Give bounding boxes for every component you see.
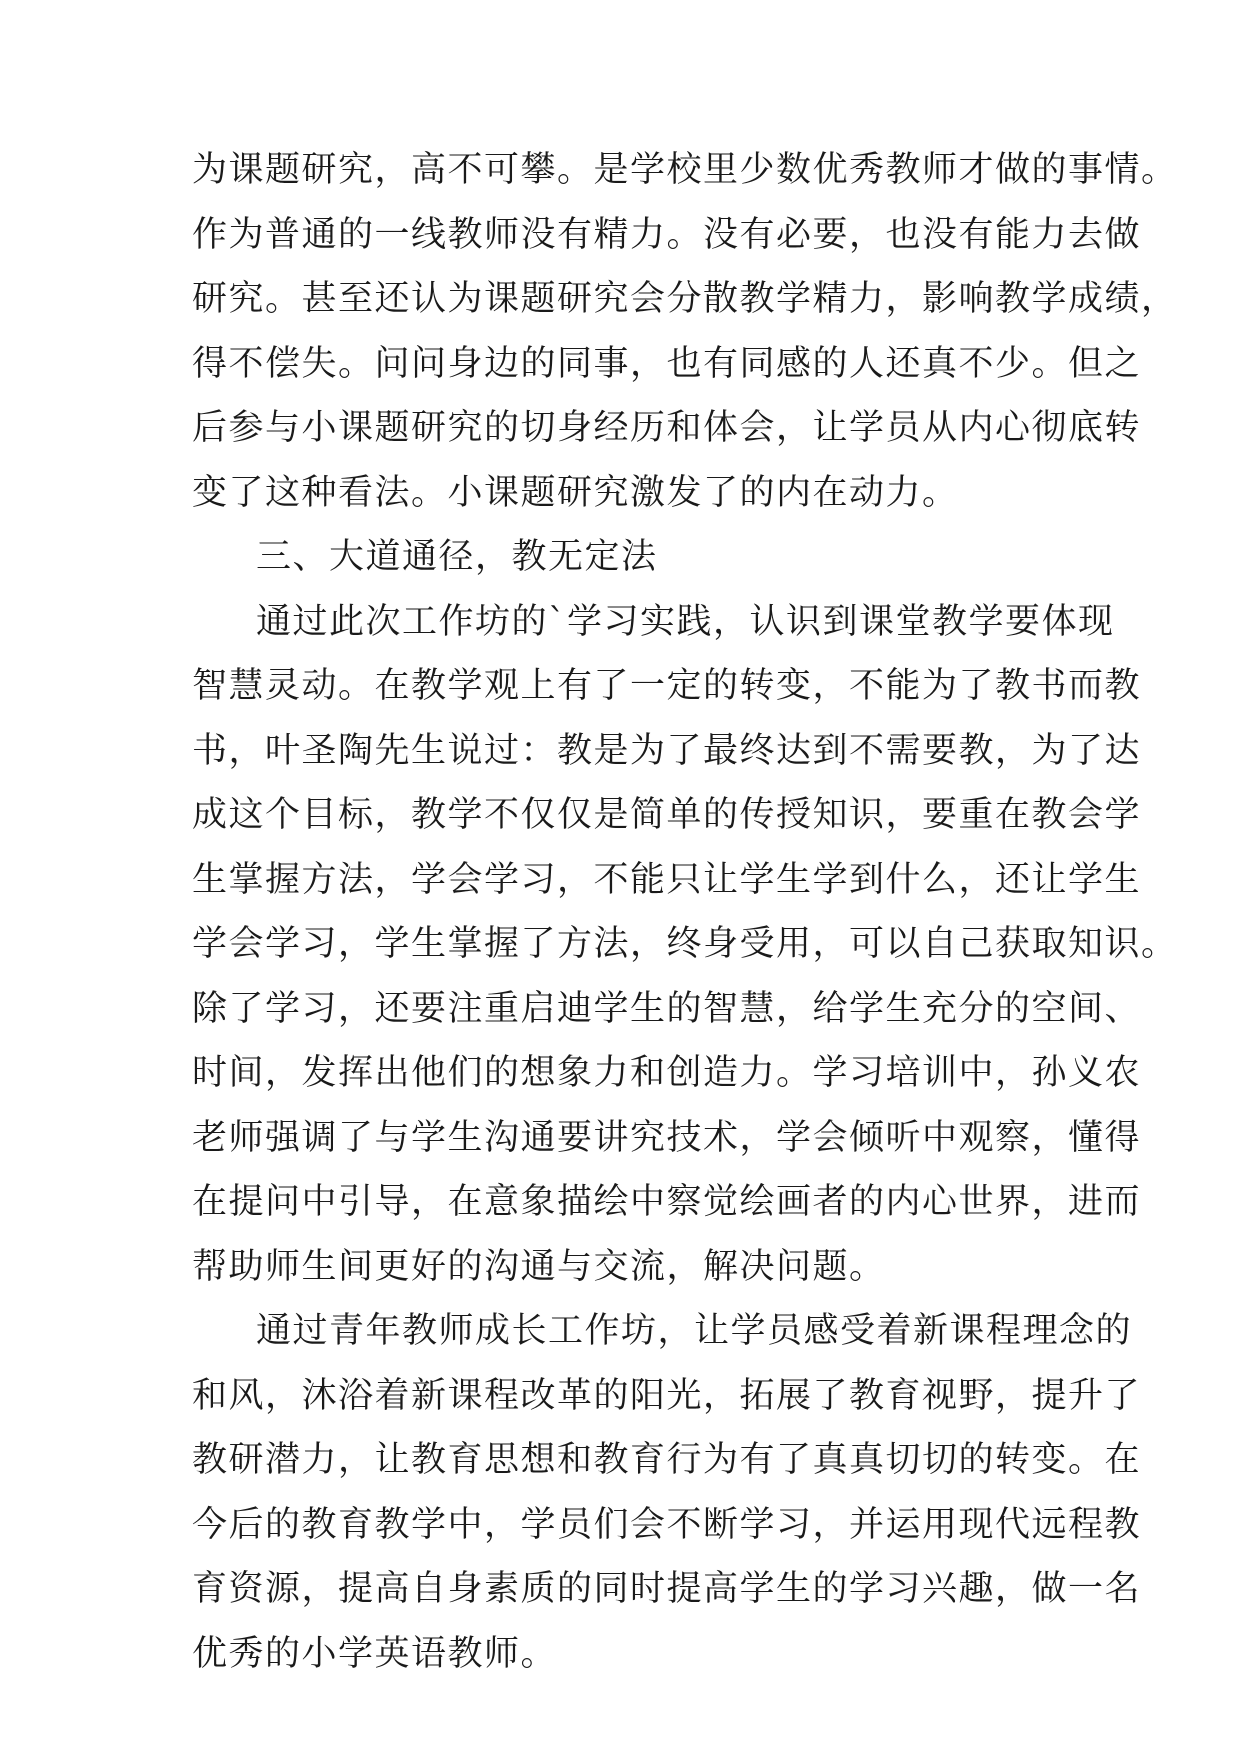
text-line: 得不偿失。问问身边的同事，也有同感的人还真不少。但之 — [192, 343, 1142, 384]
text-line: 生掌握方法，学会学习，不能只让学生学到什么，还让学生 — [192, 859, 1142, 900]
text-line: 在提问中引导，在意象描绘中察觉绘画者的内心世界，进而 — [192, 1182, 1142, 1222]
text-line: 书，叶圣陶先生说过：教是为了最终达到不需要教，为了达 — [192, 730, 1142, 771]
text-line: 研究。甚至还认为课题研究会分散教学精力，影响教学成绩， — [192, 279, 1178, 319]
text-line: 后参与小课题研究的切身经历和体会，让学员从内心彻底转 — [192, 408, 1142, 448]
section-heading: 三、大道通径，教无定法 — [256, 537, 658, 577]
text-line: 优秀的小学英语教师。 — [192, 1633, 558, 1674]
text-line: 成这个目标，教学不仅仅是简单的传授知识，要重在教会学 — [192, 795, 1142, 835]
text-line: 学会学习，学生掌握了方法，终身受用，可以自己获取知识。 — [192, 924, 1178, 964]
text-line: 帮助师生间更好的沟通与交流，解决问题。 — [192, 1246, 886, 1287]
text-line: 变了这种看法。小课题研究激发了的内在动力。 — [192, 472, 959, 513]
text-line: 除了学习，还要注重启迪学生的智慧，给学生充分的空间、 — [192, 988, 1142, 1029]
text-line: 育资源，提高自身素质的同时提高学生的学习兴趣，做一名 — [192, 1569, 1142, 1609]
text-line: 教研潜力，让教育思想和教育行为有了真真切切的转变。在 — [192, 1440, 1142, 1480]
text-line: 今后的教育教学中，学员们会不断学习，并运用现代远程教 — [192, 1504, 1142, 1545]
body-text — [192, 138, 1178, 1686]
text-line: 通过青年教师成长工作坊，让学员感受着新课程理念的 — [256, 1311, 1133, 1351]
text-line: 通过此次工作坊的`学习实践，认识到课堂教学要体现 — [256, 601, 1115, 642]
text-line: 老师强调了与学生沟通要讲究技术，学会倾听中观察，懂得 — [192, 1117, 1142, 1158]
text-line: 作为普通的一线教师没有精力。没有必要，也没有能力去做 — [192, 214, 1142, 255]
text-line: 智慧灵动。在教学观上有了一定的转变，不能为了教书而教 — [192, 666, 1142, 706]
text-line: 时间，发挥出他们的想象力和创造力。学习培训中，孙义农 — [192, 1053, 1142, 1093]
text-line: 和风，沐浴着新课程改革的阳光，拓展了教育视野，提升了 — [192, 1375, 1142, 1416]
text-line: 为课题研究，高不可攀。是学校里少数优秀教师才做的事情。 — [192, 150, 1178, 190]
